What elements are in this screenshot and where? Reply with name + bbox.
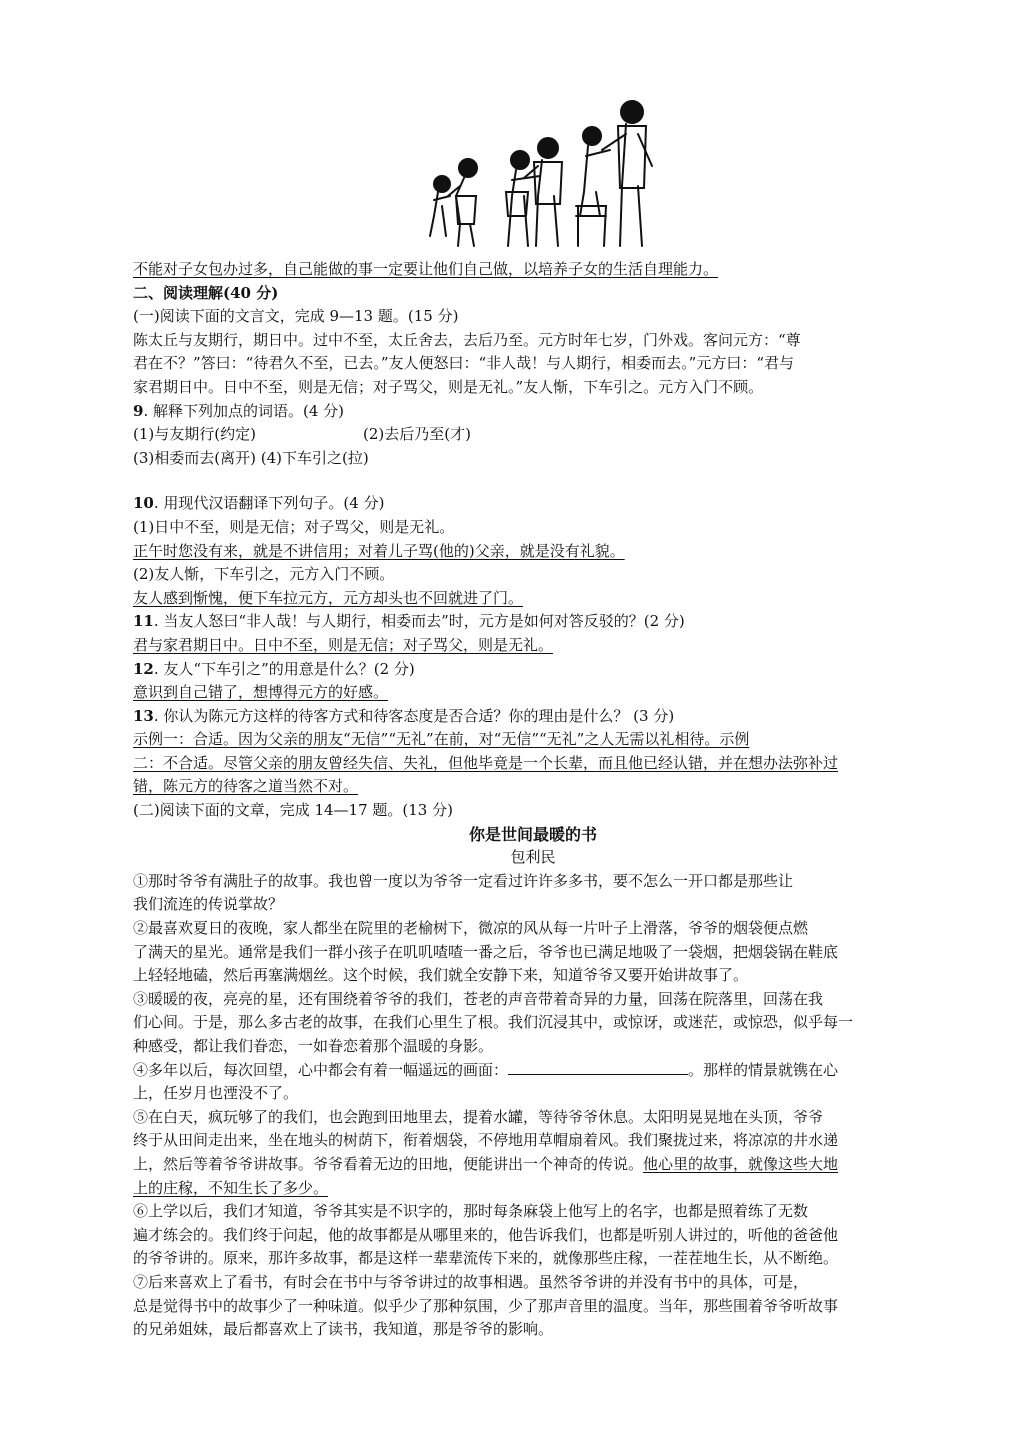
article-title: 你是世间最暖的书 — [468, 824, 597, 844]
paragraph-text: 上，然后等着爷爷讲故事。爷爷看着无边的田地，便能讲出一个神奇的传说。 — [133, 1154, 644, 1173]
paragraph-line: 上轻轻地磕，然后再塞满烟丝。这个时候，我们就全安静下来，知道爷爷又要开始讲故事了。 — [133, 966, 749, 985]
question-number: 9 — [133, 401, 144, 420]
paragraph-line: ②最喜欢夏日的夜晚，家人都坐在院里的老榆树下，微凉的风从每一片叶子上滑落，爷爷的烟袋便点燃 — [133, 919, 809, 938]
paragraph-line: ③暖暖的夜，亮亮的星，还有围绕着爷爷的我们，苍老的声音带着奇异的力量，回荡在院落里，回荡在我 — [133, 989, 824, 1008]
q10-answer: 友人感到惭愧，便下车拉元方，元方却头也不回就进了门。 — [133, 588, 524, 607]
underlined-sentence: 他心里的故事，就像这些大地 — [643, 1154, 839, 1173]
q11-answer: 君与家君期日中。日中不至，则是无信；对子骂父，则是无礼。 — [133, 635, 554, 654]
paragraph-line: 们心间。于是，那么多古老的故事，在我们心里生了根。我们沉浸其中，或惊讶，或迷茫，或惊恐，似乎每一 — [133, 1013, 854, 1032]
paragraph-line: 总是觉得书中的故事少了一种味道。似乎少了那种氛围，少了那声音里的温度。当年，那些围着爷爷听故事 — [133, 1296, 839, 1315]
q13-answer: 二：不合适。尽管父亲的朋友曾经失信、失礼，但他毕竟是一个长辈，而且他已经认错，并在想办法弥补过 — [133, 753, 839, 772]
question-number: 10 — [133, 494, 154, 513]
question-12 — [133, 658, 933, 682]
question-9 — [133, 400, 933, 424]
paragraph-text: 。那样的情景就镌在心 — [688, 1060, 839, 1079]
spacer — [133, 470, 933, 492]
q10-answer: 正午时您没有来，就是不讲信用；对着儿子骂(他的)父亲，就是没有礼貌。 — [133, 541, 625, 560]
paragraph-line: 上，任岁月也湮没不了。 — [133, 1084, 299, 1103]
paragraph-line — [133, 1153, 933, 1177]
paragraph-line: 终于从田间走出来，坐在地头的树荫下，衔着烟袋，不停地用草帽扇着风。我们聚拢过来，将凉凉的井水递 — [133, 1131, 839, 1150]
paragraph-line: 种感受，都让我们眷恋，一如眷恋着那个温暖的身影。 — [133, 1037, 494, 1055]
passage-line: 君在不？”答曰：“待君久不至，已去。”友人便怒曰：“非人哉！与人期行，相委而去。”元方曰：“君与 — [133, 354, 795, 373]
question-10 — [133, 492, 933, 516]
passage-line: 家君期日中。日中不至，则是无信；对子骂父，则是无礼。”友人惭，下车引之。元方入门不顾。 — [133, 377, 764, 396]
paragraph-text: ④多年以后，每次回望，心中都会有着一幅遥远的画面： — [133, 1060, 509, 1079]
q10-sentence: (1)日中不至，则是无信；对子骂父，则是无礼。 — [133, 517, 455, 536]
q9-row2: (3)相委而去(离开) (4)下车引之(拉) — [133, 448, 369, 467]
paragraph-line — [133, 1059, 933, 1083]
q9-row1 — [133, 423, 933, 447]
q12-answer: 意识到自己错了，想博得元方的好感。 — [133, 683, 389, 702]
question-number: 12 — [133, 659, 154, 678]
fill-blank[interactable] — [508, 1060, 688, 1075]
q13-answer: 错，陈元方的待客之道当然不对。 — [133, 777, 359, 796]
q13-answer: 示例一：合适。因为父亲的朋友“无信”“无礼”在前，对“无信”“无礼”之人无需以礼相待。示例 — [133, 730, 750, 749]
paragraph-line: ⑥上学以后，我们才知道，爷爷其实是不识字的，那时每条麻袋上他写上的名字，也都是照着练了无数 — [133, 1202, 809, 1221]
exam-content — [133, 258, 933, 1342]
family-illustration — [420, 96, 670, 256]
paragraph-line: 我们流连的传说掌故？ — [133, 895, 284, 914]
paragraph-line: ①那时爷爷有满肚子的故事。我也曾一度以为爷爷一定看过许许多多书，要不怎么一开口都是那些让 — [133, 871, 794, 890]
question-13 — [133, 705, 933, 729]
question-text: . 你认为陈元方这样的待客方式和待客态度是否合适？你的理由是什么？ (3 分) — [153, 706, 675, 725]
question-11 — [133, 610, 933, 634]
q9-item: (2)去后乃至(才) — [363, 425, 471, 444]
passage-line: 陈太丘与友期行，期日中。过中不至，太丘舍去，去后乃至。元方时年七岁，门外戏。客问元方：“尊 — [133, 330, 801, 349]
underlined-sentence: 上的庄稼，不知生长了多少。 — [133, 1178, 329, 1197]
paragraph-line: 遍才练会的。我们终于问起，他的故事都是从哪里来的，他告诉我们，也都是听别人讲过的，听他的爸爸他 — [133, 1225, 839, 1244]
paragraph-line: ⑦后来喜欢上了看书，有时会在书中与爷爷讲过的故事相遇。虽然爷爷讲的并没有书中的具体，可是， — [133, 1272, 809, 1291]
q10-sentence: (2)友人惭，下车引之，元方入门不顾。 — [133, 565, 395, 584]
article-author: 包利民 — [510, 848, 556, 867]
section-heading: 二、阅读理解(40 分) — [133, 283, 279, 302]
paragraph-line: 的兄弟姐妹，最后都喜欢上了读书，我知道，那是爷爷的影响。 — [133, 1320, 554, 1339]
paragraph-line: 的爷爷讲的。原来，那许多故事，都是这样一辈辈流传下来的，就像那些庄稼，一茬茬地生长，从不断绝。 — [133, 1249, 839, 1268]
question-number: 11 — [133, 612, 154, 631]
question-number: 13 — [133, 706, 154, 725]
q9-item: (1)与友期行(约定) — [133, 425, 256, 444]
answer-top: 不能对子女包办过多，自己能做的事一定要让他们自己做，以培养子女的生活自理能力。 — [133, 260, 719, 278]
question-text: . 友人“下车引之”的用意是什么？(2 分) — [153, 659, 415, 678]
paragraph-line: ⑤在白天，疯玩够了的我们，也会跑到田地里去，提着水罐，等待爷爷休息。太阳明晃晃地在头顶，爷爷 — [133, 1107, 824, 1126]
part2-intro: (二)阅读下面的文章，完成 14—17 题。(13 分) — [133, 801, 453, 820]
part1-intro: (一)阅读下面的文言文，完成 9—13 题。(15 分) — [133, 307, 459, 326]
question-text: . 用现代汉语翻译下列句子。(4 分) — [153, 494, 385, 513]
paragraph-line: 了满天的星光。通常是我们一群小孩子在叽叽喳喳一番之后，爷爷也已满足地吸了一袋烟，把烟袋锅在鞋底 — [133, 942, 839, 961]
question-text: . 当友人怒曰“非人哉！与人期行，相委而去”时，元方是如何对答反驳的？(2 分) — [153, 612, 685, 631]
question-text: . 解释下列加点的词语。(4 分) — [143, 401, 344, 420]
